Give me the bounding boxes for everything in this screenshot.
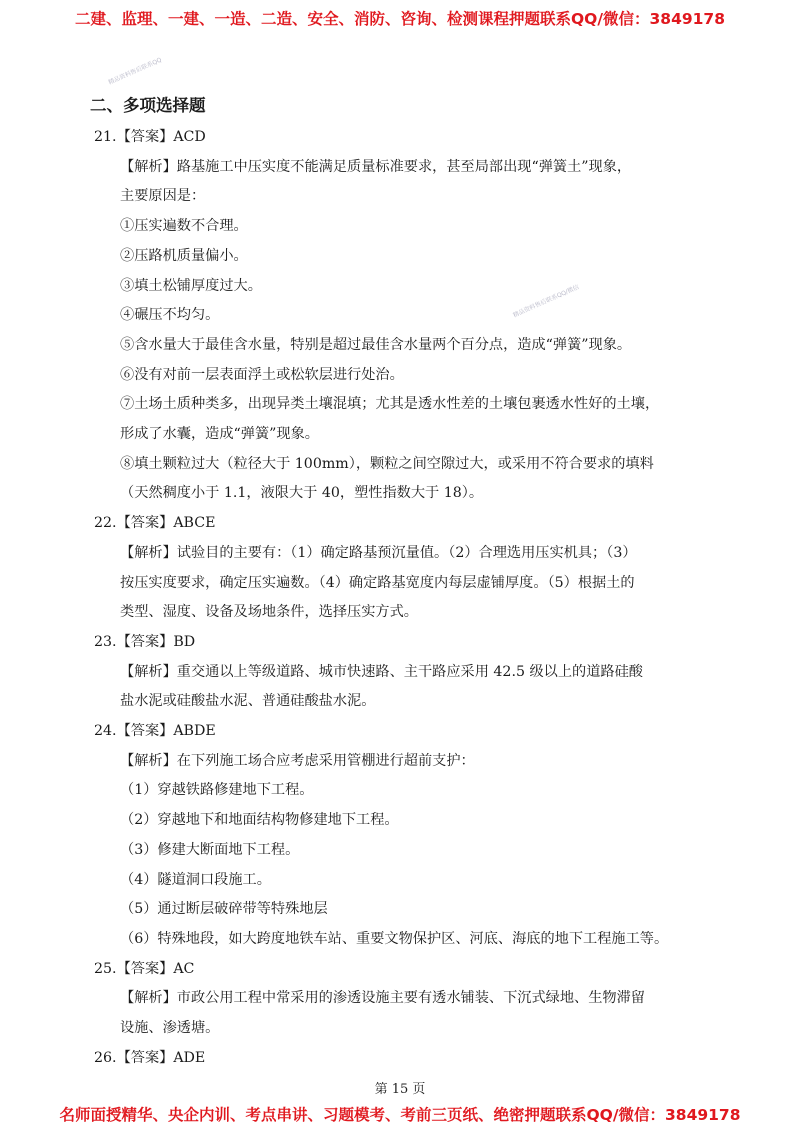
explanation-line: ③填土松铺厚度过大。 xyxy=(120,277,262,294)
explanation-line: 盐水泥或硅酸盐水泥、普通硅酸盐水泥。 xyxy=(120,693,376,710)
explanation-line: ⑥没有对前一层表面浮土或松软层进行处治。 xyxy=(120,366,404,383)
explanation-line: 【解析】路基施工中压实度不能满足质量标准要求，甚至局部出现“弹簧土”现象， xyxy=(120,158,632,175)
explanation-line: （2）穿越地下和地面结构物修建地下工程。 xyxy=(120,812,399,829)
explanation-line: ①压实遍数不合理。 xyxy=(120,218,248,235)
answer-line: 25.【答案】AC xyxy=(94,960,195,977)
explanation-line: （天然稠度小于 1.1，液限大于 40，塑性指数大于 18）。 xyxy=(120,485,484,502)
section-title: 二、多项选择题 xyxy=(90,96,206,115)
explanation-line: （4）隧道洞口段施工。 xyxy=(120,871,271,888)
explanation-line: 【解析】重交通以上等级道路、城市快速路、主干路应采用 42.5 级以上的道路硅酸 xyxy=(120,663,643,680)
explanation-line: （6）特殊地段，如大跨度地铁车站、重要文物保护区、河底、海底的地下工程施工等。 xyxy=(120,930,669,947)
answer-line: 21.【答案】ACD xyxy=(94,129,206,145)
promo-banner-bottom: 名师面授精华、央企内训、考点串讲、习题模考、考前三页纸、绝密押题联系QQ/微信：3849178 xyxy=(59,1106,741,1124)
explanation-line: （1）穿越铁路修建地下工程。 xyxy=(120,782,314,799)
page-number: 第 15 页 xyxy=(374,1082,426,1097)
explanation-line: 按压实度要求，确定压实遍数。（4）确定路基宽度内每层虚铺厚度。（5）根据土的 xyxy=(120,574,635,591)
watermark: 精品资料售后联系QQ/微信 xyxy=(512,283,581,320)
answer-line: 24.【答案】ABDE xyxy=(94,723,216,739)
explanation-line: 【解析】试验目的主要有：（1）确定路基预沉量值。（2）合理选用压实机具；（3） xyxy=(120,544,637,561)
explanation-line: 形成了水囊，造成“弹簧”现象。 xyxy=(120,426,319,442)
explanation-line: ④碾压不均匀。 xyxy=(120,307,220,324)
explanation-line: ⑧填土颗粒过大（粒径大于 100mm），颗粒之间空隙过大，或采用不符合要求的填料 xyxy=(120,455,654,472)
answer-line: 26.【答案】ADE xyxy=(94,1049,206,1066)
answer-line: 23.【答案】BD xyxy=(94,633,196,650)
answer-line: 22.【答案】ABCE xyxy=(94,515,216,532)
explanation-line: 主要原因是： xyxy=(120,188,206,205)
explanation-line: ⑦土场土质种类多，出现异类土壤混填；尤其是透水性差的土壤包裹透水性好的土壤， xyxy=(120,396,660,413)
explanation-line: 类型、湿度、设备及场地条件，选择压实方式。 xyxy=(120,604,418,621)
promo-banner-top: 二建、监理、一建、一造、二造、安全、消防、咨询、检测课程押题联系QQ/微信：3849178 xyxy=(74,10,725,28)
explanation-line: （3）修建大断面地下工程。 xyxy=(120,841,300,858)
explanation-line: ②压路机质量偏小。 xyxy=(120,247,248,264)
explanation-line: ⑤含水量大于最佳含水量，特别是超过最佳含水量两个百分点，造成“弹簧”现象。 xyxy=(120,336,632,353)
explanation-line: （5）通过断层破碎带等特殊地层 xyxy=(120,901,328,918)
explanation-line: 设施、渗透塘。 xyxy=(120,1020,220,1036)
explanation-line: 【解析】在下列施工场合应考虑采用管棚进行超前支护： xyxy=(120,752,475,769)
watermark: 精品资料售后联系QQ xyxy=(107,56,163,87)
explanation-line: 【解析】市政公用工程中常采用的渗透设施主要有透水铺装、下沉式绿地、生物滞留 xyxy=(120,990,645,1007)
